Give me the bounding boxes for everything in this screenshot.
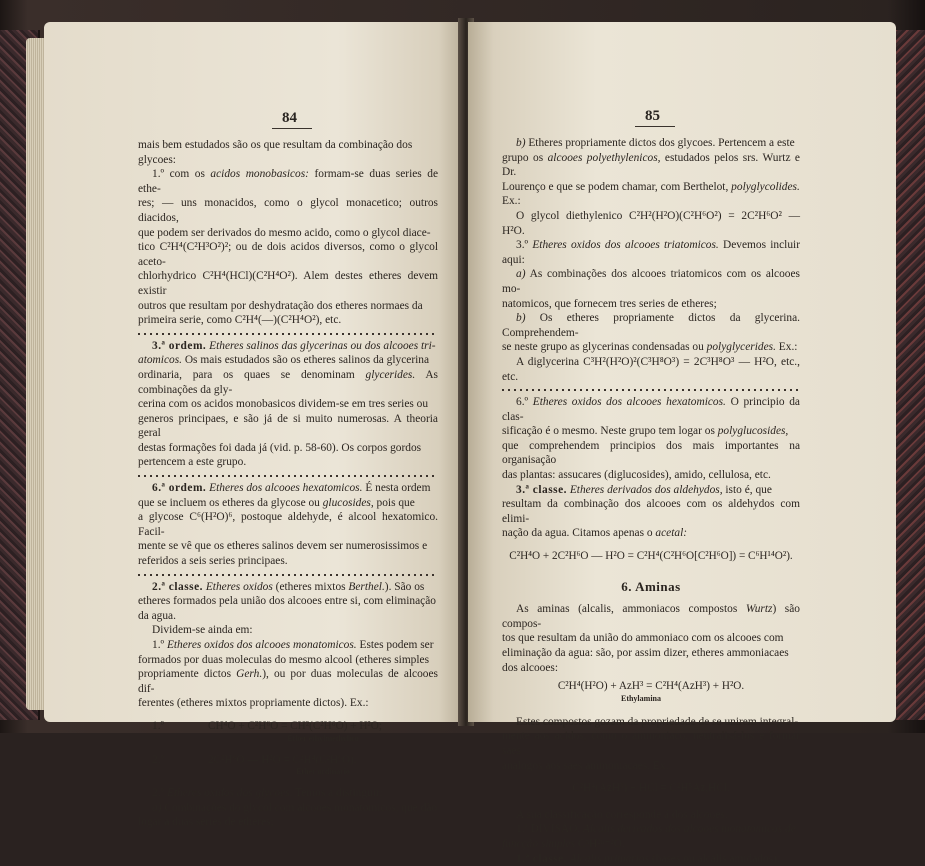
text-line: A sua classificação corresponde á dos alcooes. (516, 808, 728, 821)
left-page (44, 22, 464, 829)
text-line: 2.ª classe. Etheres oxidos (etheres mixtos Berthel.). São os (152, 580, 425, 593)
text-line: 2.º Etheres oxidos dos glycoes. Temos a distinguir: (152, 787, 383, 800)
formula-row (138, 753, 438, 768)
text-line: generos principaes, e são já de si muito numerosas. A theoria geral (138, 412, 438, 440)
text-line: eliminação da agua: são, por assim dizer, etheres ammoniacaes (502, 647, 789, 659)
page-number-left: 84 (282, 110, 297, 126)
formula: C²H⁴O + 2C²H⁶O — H²O = C²H⁴(C²H⁶O[C²H⁶O]) = C⁶H¹⁴O²). (509, 550, 793, 563)
text-line: glycoes: (138, 153, 176, 166)
text-line: 1.ª DIVISÃO. Alcalis derivados dos alcooes monatomicos de (516, 823, 796, 836)
right-page-text (502, 136, 800, 866)
text-line: 1.ª classe. Alcalis primarios (bases ou alcalis amidados). (516, 852, 780, 865)
dotted-separator (138, 331, 438, 337)
text-line: tico C²H⁴(C²H³O²)²; ou de dois acidos diversos, como o glycol aceto- (138, 241, 438, 268)
text-line: destas formações foi dada já (vid. p. 58-60). Os corpos gordos (138, 441, 422, 454)
text-line: b) Etheres propriamente dictos dos glycoes. Pertencem a este (516, 137, 795, 149)
text-line: 3.ª classe. Etheres derivados dos aldehydos, isto é, que (516, 483, 772, 496)
text-line: 6.º Etheres oxidos dos alcooes hexatomicos. O principio da clas- (502, 396, 800, 423)
text-line: logar a duas series de etheres; (138, 816, 274, 829)
text-line: dos alcooes: (502, 661, 558, 674)
text-line: primeira serie, como C²H⁴(—)(C²H⁴O²), etc. (138, 314, 342, 327)
text-line: se neste grupo as glycerinas condensadas ou polyglycerides. Ex.: (502, 341, 798, 354)
text-line: referidos a seis series principaes. (138, 555, 288, 568)
text-line: atomicos. Os mais estudados são os etheres salinos da glycerina (138, 354, 430, 367)
formula-row (138, 719, 438, 734)
section-title: 6. Aminas (621, 578, 681, 594)
text-line: mente aos acidos, como o ammoniaco, neutralisá-los e formar saes (502, 730, 800, 757)
left-page-text (138, 138, 438, 830)
text-line: que comprehendem principios dos mais importantes na organisação (502, 439, 800, 467)
text-line: tos que resultam da união do ammoniaco com os alcooes com (502, 632, 784, 645)
formula: CH⁴O + C²H⁶O = CH²(C²H⁶O) + H²O; (208, 719, 382, 732)
formula-caption: Ethylamina (620, 693, 661, 703)
formula: C²H⁴(H²O) + AzH³ = C²H⁴(AzH³) + H²O. (557, 680, 745, 693)
text-line: a) As combinações dos alcooes triatomicos com os alcooes mo- (502, 268, 800, 295)
text-line: mente se vê que os etheres salinos devem ser numerosissimos e (138, 540, 428, 553)
dotted-separator (138, 473, 438, 479)
text-line: resultam da combinação dos alcooes com os aldehydos com elimi- (502, 498, 800, 525)
right-page (468, 22, 896, 865)
text-line: que se incluem os etheres da glycose ou glucosides, pois que (138, 496, 415, 509)
text-line: funcção simples CⁿH²ⁿ⁺²O. (502, 837, 625, 850)
text-line: Lourenço e que se podem chamar, com Berthelot, polyglycolides. (502, 180, 800, 193)
text-line: 6.ª ordem. Etheres dos alcooes hexatomicos. É nesta ordem (152, 482, 431, 495)
text-line: das plantas: assucares (diglucosides), amido, cellulosa, etc. (502, 469, 771, 482)
text-line: 3.ª ordem. Etheres salinos das glycerinas ou dos alcooes tri- (152, 339, 436, 352)
formula-number: 1.º (152, 719, 165, 732)
text-line: b) Os etheres propriamente dictos da glycerina. Comprehendem- (502, 312, 800, 339)
dotted-separator (138, 572, 438, 578)
text-line: a glycose C⁶(H²O)⁶, postoque aldehyde, é alcool hexatomico. Facil- (138, 511, 438, 538)
dotted-separator (502, 387, 800, 393)
text-line: Ex.: (502, 195, 521, 208)
text-line: ordinaria, para os quaes se denominam glycerides. As combinações da gly- (138, 368, 438, 396)
text-line: da agua. (138, 609, 176, 622)
text-line: mais bem estudados são os que resultam da combinação dos (138, 139, 413, 151)
text-line: As aminas (alcalis, ammoniacos compostos Wurtz) são compos- (502, 603, 800, 630)
text-line: formados por duas moleculas do mesmo alcool (etheres simples (138, 653, 430, 666)
text-line: A diglycerina C³H²(H²O)²(C³H⁸O³) = 2C³H⁸O³ — H²O, etc., etc. (502, 355, 800, 383)
formula-caption: Ether ethylmethylico (287, 733, 359, 743)
text-line: etheres formados pela união dos alcooes entre si, com eliminação (138, 595, 436, 608)
text-line: 1.º com os acidos monobasicos: formam-se duas series de ethe- (138, 168, 439, 195)
text-line: Dividem-se ainda em: (152, 624, 253, 637)
text-line: cerina com os acidos monobasicos dividem-se em tres series ou (138, 398, 429, 411)
page-number-rule-left (272, 128, 312, 129)
text-line: res; — uns monacidos, como o glycol monacetico; outros diacidos, (138, 197, 438, 224)
page-number-rule-right (635, 126, 675, 127)
formula-number: 2.º (152, 753, 165, 766)
text-line: ferentes (etheres mixtos propriamente dictos). Ex.: (138, 697, 369, 710)
text-line: O glycol diethylenico C²H²(H²O)(C²H⁶O²) = 2C²H⁶O² — H²O. (502, 209, 800, 237)
text-line: outros que resultam por deshydratação dos etheres normaes da (138, 299, 423, 312)
text-line: analogos aos saes ammoniacaes. Ex.: (502, 759, 672, 772)
text-line: natomicos, que fornecem tres series de etheres; (502, 297, 717, 310)
text-line: a) Combinações do glycol com alcooes monatomicos, que dão (152, 801, 438, 814)
formula: C²H⁴(AzH³) + HCl = C²H⁵Az,HCl. (572, 782, 730, 795)
text-line: Estes compostos gozam da propriedade de se unirem integral- (516, 715, 799, 728)
text-line: pertencem a este grupo. (138, 456, 247, 469)
text-line: 3.º Etheres oxidos dos alcooes triatomicos. Devemos incluir aqui: (502, 239, 801, 266)
text-line: nação da agua. Citamos apenas o acetal: (502, 527, 688, 540)
text-line: que podem ser derivados do mesmo acido, como o glycol diace- (138, 226, 431, 239)
formula: 2C²H⁶O — H²O = C²H⁴(C²H⁶O). (208, 753, 357, 766)
text-line: grupo os alcooes polyethylenicos, estudados pelos srs. Wurtz e Dr. (502, 151, 800, 179)
formula-caption: Ether ordinario (296, 767, 350, 777)
text-line: sificação é o mesmo. Neste grupo tem logar os polyglucosides, (502, 425, 789, 438)
text-line: propriamente dictos Gerh.), ou por duas moleculas de alcooes dif- (138, 668, 438, 695)
text-line: 1.º Etheres oxidos dos alcooes monatomicos. Estes podem ser (152, 639, 434, 651)
text-line: chlorhydrico C²H⁴(HCl)(C²H⁴O²). Alem destes etheres devem existir (138, 270, 438, 297)
page-number-right: 85 (645, 108, 660, 124)
